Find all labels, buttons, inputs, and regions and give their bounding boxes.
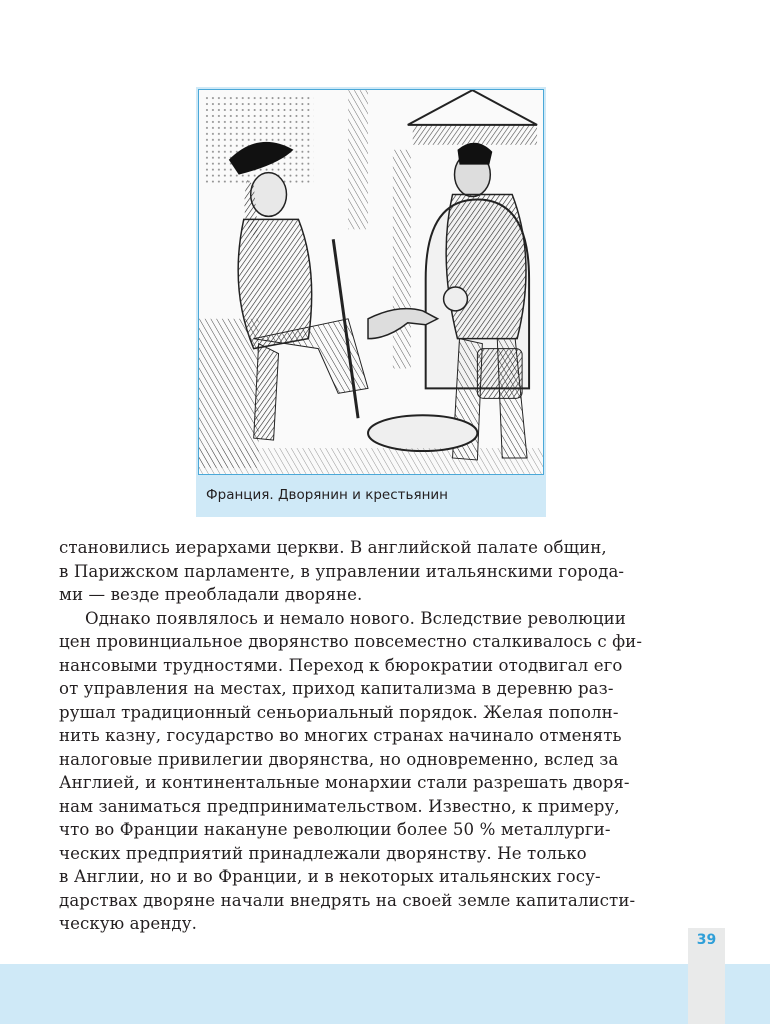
text-line: ческую аренду. xyxy=(59,914,197,933)
text-line: нить казну, государство во многих странах начинало отменять xyxy=(59,726,622,745)
text-line: нансовыми трудностями. Переход к бюрократии отодвигал его xyxy=(59,655,623,675)
engraving-illustration xyxy=(198,89,544,475)
footer-band xyxy=(0,964,770,1024)
text-line: от управления на местах, приход капитализма в деревню раз- xyxy=(59,679,614,698)
text-line: рушал традиционный сеньориальный порядок. Желая пополн- xyxy=(59,702,619,722)
figure xyxy=(196,87,546,517)
text-line: цен провинциальное дворянство повсеместно сталкивалось с фи- xyxy=(59,632,643,651)
text-line: нам заниматься предпринимательством. Известно, к примеру, xyxy=(59,796,620,816)
text-line: что во Франции накануне революции более 50 % металлурги- xyxy=(59,820,611,839)
text-line: в Парижском парламенте, в управлении итальянскими города- xyxy=(59,561,625,581)
body-text xyxy=(59,536,687,936)
text-line: ческих предприятий принадлежали дворянству. Не только xyxy=(59,843,587,863)
text-line: дарствах дворяне начали внедрять на своей земле капиталисти- xyxy=(59,890,636,910)
text-line: Однако появлялось и немало нового. Вследствие революции xyxy=(85,608,626,628)
text-line: Англией, и континентальные монархии стали разрешать дворя- xyxy=(59,773,630,792)
text-line: налоговые привилегии дворянства, но одновременно, вслед за xyxy=(59,749,619,769)
text-line: в Англии, но и во Франции, и в некоторых итальянских госу- xyxy=(59,867,601,886)
figure-caption: Франция. Дворянин и крестьянин xyxy=(206,487,449,503)
engraving-image xyxy=(199,90,543,474)
text-line: ми — везде преобладали дворяне. xyxy=(59,585,363,604)
page-number: 39 xyxy=(696,932,717,948)
text-line: становились иерархами церкви. В английской палате общин, xyxy=(59,538,607,557)
